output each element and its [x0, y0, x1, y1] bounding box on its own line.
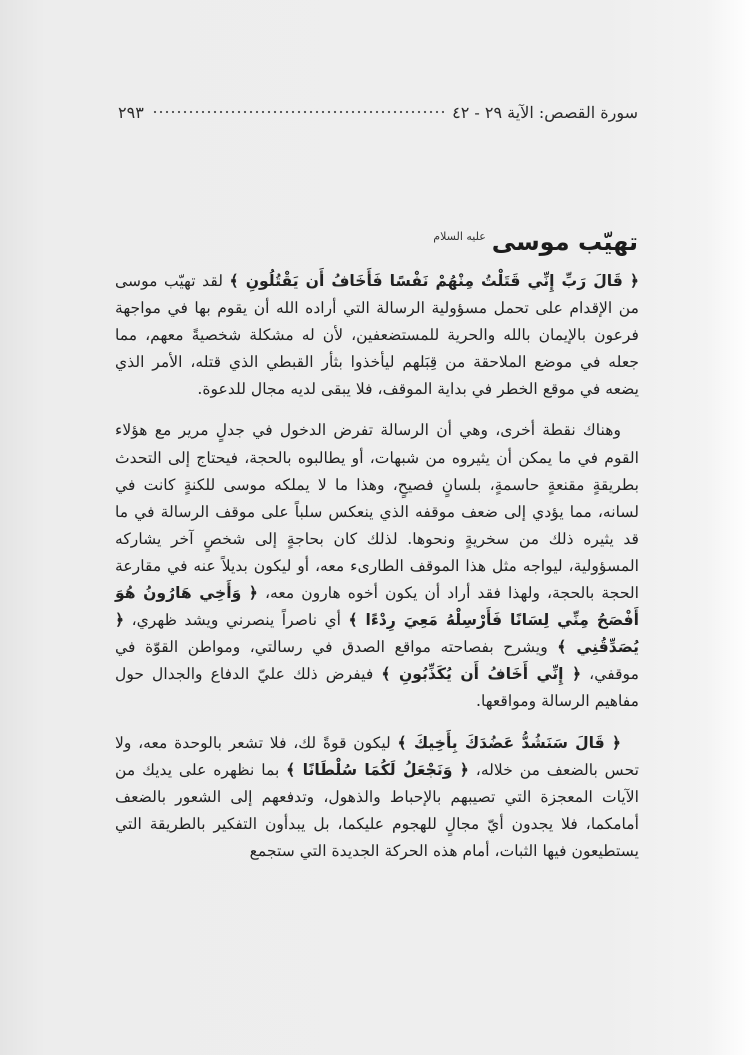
- quran-verse: وَأَخِي هَارُونُ هُوَ أَفْصَحُ مِنِّي لِسَانًا فَأَرْسِلْهُ مَعِيَ رِدْءًا: [115, 584, 639, 630]
- paragraph-text: ليكون قوةً لك، فلا تشعر بالوحدة معه، ولا تحس بالضعف من خلاله،: [115, 733, 639, 779]
- verse-bracket: ﴾: [557, 638, 577, 657]
- verse-bracket: ﴿: [563, 665, 582, 684]
- quran-verse: قَالَ سَنَشُدُّ عَضُدَكَ بِأَخِيكَ: [413, 733, 605, 752]
- honorific-mark: عليه السلام: [433, 230, 486, 243]
- paragraph: [115, 268, 639, 403]
- verse-bracket: ﴾: [397, 733, 414, 752]
- header-title: سورة القصص: الآية ٢٩ - ٤٢: [452, 102, 638, 122]
- paragraph-text: وهناك نقطة أخرى، وهي أن الرسالة تفرض الدخول في جدلٍ مرير مع هؤلاء القوم في ما يمكن أن يثيروه من شبهات، أو يطالبوه بالحجة، فيحتاج إلى التحدث بطريقةٍ مقنعةٍ حاسمةٍ، بلسانٍ فصيحٍ، وهذا ما لا يملكه موسى للكنةٍ كانت في لسانه، مما يؤدي إلى ضعف موقفه الذي ينعكس سلباً على موقف الرسالة في ما قد يثيره ذلك من سخريةٍ ونحوها. لذلك كان بحاجةٍ إلى شخصٍ آخر يشاركه المسؤولية، ليواجه مثل هذا الموقف الطارىء معه، أو ليكون بديلاً عنه في مقارعة الحجة بالحجة، ولهذا فقد أراد أن يكون أخوه هارون معه،: [115, 421, 639, 603]
- verse-bracket: ﴿: [115, 611, 125, 630]
- verse-bracket: ﴾: [286, 760, 303, 779]
- verse-bracket: ﴾: [229, 272, 246, 290]
- paragraph-text: لقد تهيّب موسى من الإقدام على تحمل مسؤولية الرسالة التي أراده الله أن يقوم بها في مواجهة فرعون بالإيمان بالله والحرية للمستضعفين، لأن له مشكلة شخصيةً معهم، مما جعله في موضع الملاحقة من قِبَلهم ليأخذوا بثأر القبطي الذي قتله، الأمر الذي يضعه في موقع الخطر في بداية الموقف، فلا يبقى لديه مجال للدعوة.: [115, 272, 639, 399]
- paragraph-text: بما نظهره على يديك من الآيات المعجزة التي تصيبهم بالإحباط والذهول، وتدفعهم إلى الشعور بالضعف أمامكما، فلا يجدون أيّ مجالٍ للهجوم عليكما، بل يبدأون التفكير بالطريقة التي يستطيعون فيها الثبات، أمام هذه الحركة الجديدة التي ستجمع: [115, 760, 639, 860]
- verse-bracket: ﴾: [381, 665, 399, 684]
- paragraph-text: أي ناصراً ينصرني ويشد ظهري،: [124, 611, 349, 630]
- paragraph: [115, 730, 639, 865]
- body-text: [115, 268, 639, 879]
- section-title-text: تهيّب موسى: [491, 228, 638, 256]
- verse-bracket: ﴿: [452, 760, 469, 779]
- verse-bracket: ﴿: [622, 272, 639, 290]
- paragraph-text: فيفرض ذلك عليّ الدفاع والجدال حول مفاهيم الرسالة ومواقعها.: [115, 665, 639, 711]
- verse-bracket: ﴾: [348, 611, 366, 630]
- paragraph-text: ويشرح بفصاحته مواقع الصدق في رسالتي، ومواطن القوّة في موقفي،: [115, 638, 639, 684]
- leader-dots: [152, 110, 444, 114]
- quran-verse: إِنِّي أَخَافُ أَن يُكَذِّبُونِ: [398, 665, 564, 684]
- verse-bracket: ﴿: [241, 584, 258, 603]
- quran-verse: يُصَدِّقُنِي: [576, 638, 639, 657]
- running-header: [118, 98, 638, 126]
- verse-bracket: ﴿: [604, 733, 621, 752]
- quran-verse: وَنَجْعَلُ لَكُمَا سُلْطَانًا: [302, 760, 453, 779]
- page-number: ٢٩٣: [118, 102, 144, 122]
- paragraph: [115, 417, 639, 715]
- quran-verse: قَالَ رَبِّ إِنِّي قَتَلْتُ مِنْهُمْ نَفْسًا فَأَخَافُ أَن يَقْتُلُونِ: [245, 272, 623, 290]
- section-heading: [433, 228, 638, 256]
